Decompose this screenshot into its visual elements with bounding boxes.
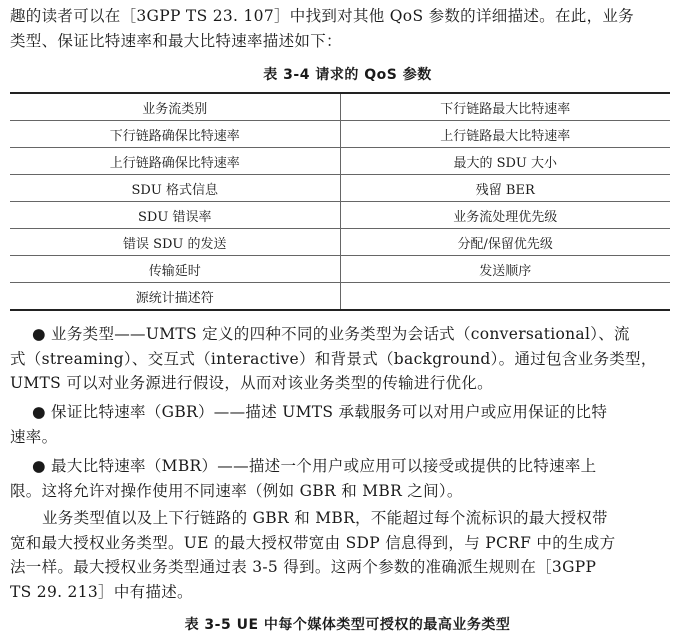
text-line: ● 业务类型——UMTS 定义的四种不同的业务类型为会话式（conversational）、流 xyxy=(32,325,630,343)
table-row xyxy=(10,121,670,148)
table-cell: 传输延时 xyxy=(10,256,340,283)
table-cell: 下行链路最大比特速率 xyxy=(340,93,670,121)
text-line: 趣的读者可以在［3GPP TS 23. 107］中找到对其他 QoS 参数的详细描述。在此，业务 xyxy=(10,7,634,25)
text-line: UMTS 可以对业务源进行假设，从而对该业务类型的传输进行优化。 xyxy=(10,374,493,392)
table-cell: SDU 格式信息 xyxy=(10,175,340,202)
table-row xyxy=(10,229,670,256)
bullet-gbr xyxy=(10,400,682,449)
bullet-service-class xyxy=(10,322,682,396)
table-row xyxy=(10,202,670,229)
table-3-5-caption: 表 3-5 UE 中每个媒体类型可授权的最高业务类型 xyxy=(184,617,511,633)
table-row xyxy=(10,256,670,283)
table-row xyxy=(10,175,670,202)
qos-parameters-table xyxy=(10,92,670,311)
closing-paragraph xyxy=(10,506,682,604)
table-cell: SDU 错误率 xyxy=(10,202,340,229)
table-cell xyxy=(340,283,670,311)
text-line: 法一样。最大授权业务类型通过表 3-5 得到。这两个参数的准确派生规则在［3GPP xyxy=(10,558,597,576)
bullet-mbr xyxy=(10,454,682,503)
table-cell: 业务流类别 xyxy=(10,93,340,121)
text-line: 业务类型值以及上下行链路的 GBR 和 MBR，不能超过每个流标识的最大授权带 xyxy=(42,509,608,527)
intro-paragraph xyxy=(10,4,682,53)
table-cell: 最大的 SDU 大小 xyxy=(340,148,670,175)
table-cell: 错误 SDU 的发送 xyxy=(10,229,340,256)
text-line: 限。这将允许对操作使用不同速率（例如 GBR 和 MBR 之间）。 xyxy=(10,481,463,500)
table-cell: 发送顺序 xyxy=(340,256,670,283)
text-line: 式（streaming）、交互式（interactive）和背景式（background）。通过包含业务类型， xyxy=(10,349,657,368)
table-cell: 源统计描述符 xyxy=(10,283,340,311)
table-cell: 下行链路确保比特速率 xyxy=(10,121,340,148)
text-line: TS 29. 213］中有描述。 xyxy=(10,582,193,601)
table-cell: 分配/保留优先级 xyxy=(340,229,670,256)
text-line: ● 最大比特速率（MBR）——描述一个用户或应用可以接受或提供的比特速率上 xyxy=(32,457,597,475)
table-3-4-caption: 表 3-4 请求的 QoS 参数 xyxy=(263,67,432,83)
table-row xyxy=(10,148,670,175)
text-line: 类型、保证比特速率和最大比特速率描述如下： xyxy=(10,31,342,50)
table-cell: 业务流处理优先级 xyxy=(340,202,670,229)
table-row xyxy=(10,93,670,121)
table-cell: 上行链路确保比特速率 xyxy=(10,148,340,175)
table-cell: 残留 BER xyxy=(340,175,670,202)
text-line: 宽和最大授权业务类型。UE 的最大授权带宽由 SDP 信息得到，与 PCRF 中的生成方 xyxy=(10,533,616,552)
text-line: ● 保证比特速率（GBR）——描述 UMTS 承载服务可以对用户或应用保证的比特 xyxy=(32,403,608,421)
table-row xyxy=(10,283,670,311)
table-cell: 上行链路最大比特速率 xyxy=(340,121,670,148)
text-line: 速率。 xyxy=(10,427,58,446)
